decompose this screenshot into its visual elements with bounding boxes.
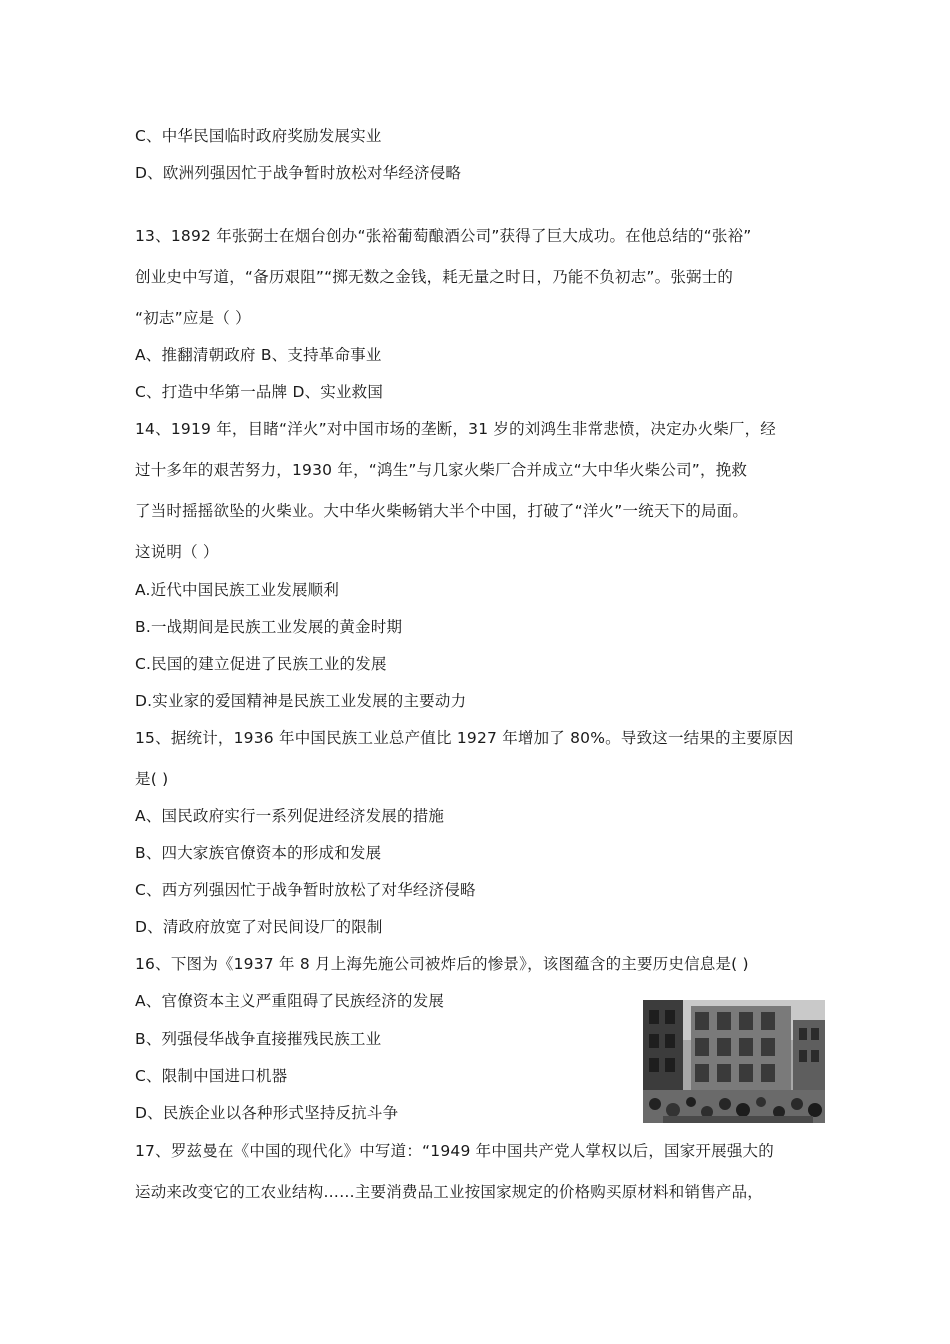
q16-option-b: B、列强侵华战争直接摧残民族工业 <box>135 1030 382 1048</box>
q15-option-a: A、国民政府实行一系列促进经济发展的措施 <box>135 807 445 825</box>
q14-option-d: D.实业家的爱国精神是民族工业发展的主要动力 <box>135 692 467 710</box>
q16-option-c: C、限制中国进口机器 <box>135 1067 288 1085</box>
q15-stem-line-2: 是( ) <box>135 770 169 788</box>
q16-option-a: A、官僚资本主义严重阻碍了民族经济的发展 <box>135 992 445 1010</box>
q15-stem-line-1: 15、据统计，1936 年中国民族工业总产值比 1927 年增加了 80%。导致这一结果的主要原因 <box>135 729 794 747</box>
q14-stem-line-2: 过十多年的艰苦努力，1930 年，“鸿生”与几家火柴厂合并成立“大中华火柴公司”，挽救 <box>135 461 748 479</box>
q15-option-c: C、西方列强因忙于战争暂时放松了对华经济侵略 <box>135 881 476 899</box>
q17-stem-line-1: 17、罗兹曼在《中国的现代化》中写道：“1949 年中国共产党人掌权以后，国家开展强大的 <box>135 1142 774 1160</box>
q14-stem-line-3: 了当时摇摇欲坠的火柴业。大中华火柴畅销大半个中国，打破了“洋火”一统天下的局面。 <box>135 502 749 520</box>
bombed-building-photo-drawing <box>643 1000 825 1123</box>
q13-options-cd: C、打造中华第一品牌 D、实业救国 <box>135 383 384 401</box>
q12-option-c: C、中华民国临时政府奖励发展实业 <box>135 127 382 145</box>
q14-option-c: C.民国的建立促进了民族工业的发展 <box>135 655 387 673</box>
q17-stem-line-2: 运动来改变它的工农业结构……主要消费品工业按国家规定的价格购买原材料和销售产品， <box>135 1183 764 1201</box>
q15-option-b: B、四大家族官僚资本的形成和发展 <box>135 844 382 862</box>
q13-options-ab: A、推翻清朝政府 B、支持革命事业 <box>135 346 382 364</box>
q13-stem-line-3: “初志”应是（ ） <box>135 309 251 327</box>
q13-stem-line-2: 创业史中写道，“备历艰阻”“掷无数之金钱，耗无量之时日，乃能不负初志”。张弼士的 <box>135 268 734 286</box>
q14-stem-line-4: 这说明（ ） <box>135 543 219 561</box>
q16-stem: 16、下图为《1937 年 8 月上海先施公司被炸后的惨景》，该图蕴含的主要历史信息是( ) <box>135 955 749 973</box>
q14-stem-line-1: 14、1919 年，目睹“洋火”对中国市场的垄断，31 岁的刘鸿生非常悲愤，决定办火柴厂，经 <box>135 420 777 438</box>
q12-option-d: D、欧洲列强因忙于战争暂时放松对华经济侵略 <box>135 164 462 182</box>
q14-option-b: B.一战期间是民族工业发展的黄金时期 <box>135 618 403 636</box>
q13-stem-line-1: 13、1892 年张弼士在烟台创办“张裕葡萄酿酒公司”获得了巨大成功。在他总结的“张裕” <box>135 227 752 245</box>
bombed-building-photo <box>643 1000 825 1123</box>
q16-option-d: D、民族企业以各种形式坚持反抗斗争 <box>135 1104 399 1122</box>
q15-option-d: D、清政府放宽了对民间设厂的限制 <box>135 918 383 936</box>
q14-option-a: A.近代中国民族工业发展顺利 <box>135 581 340 599</box>
